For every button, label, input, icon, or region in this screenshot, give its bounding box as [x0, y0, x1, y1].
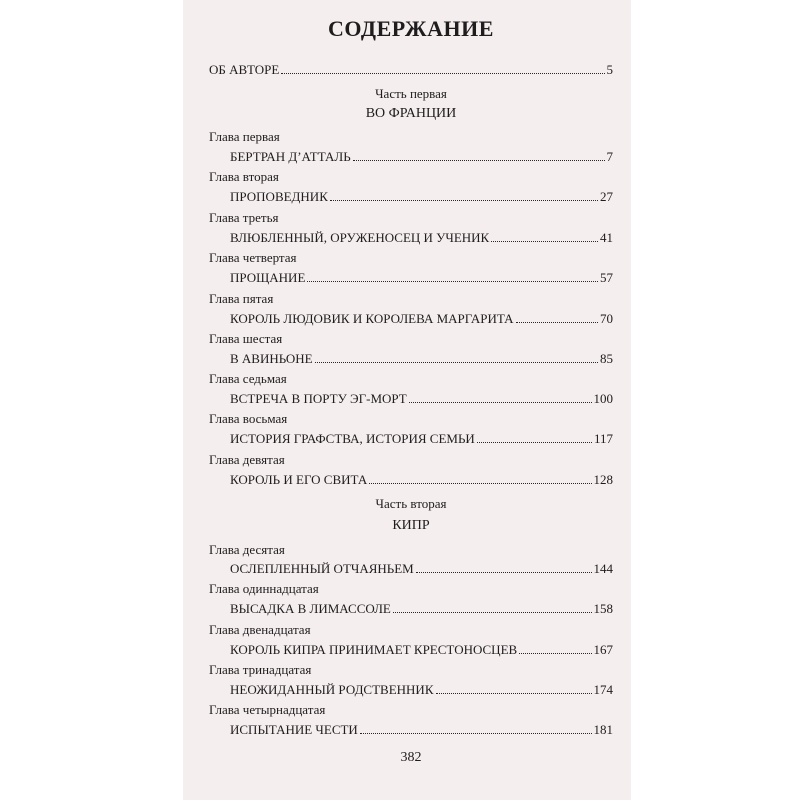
- toc-entry-title: ОСЛЕПЛЕННЫЙ ОТЧАЯНЬЕМ: [230, 561, 414, 576]
- toc-entry-page: 174: [593, 682, 613, 697]
- chapter-label: Глава двенадцатая: [209, 622, 311, 637]
- part-two-title: КИПР: [392, 518, 430, 533]
- toc-entry-page: 41: [600, 230, 613, 245]
- toc-entry-page: 117: [593, 431, 613, 446]
- toc-entry-page: 27: [600, 189, 613, 204]
- dot-leader: [360, 722, 592, 734]
- toc-entry-title: ИСПЫТАНИЕ ЧЕСТИ: [230, 722, 358, 737]
- chapter-label: Глава седьмая: [209, 371, 287, 386]
- part-one-title: ВО ФРАНЦИИ: [365, 106, 457, 121]
- chapter-label: Глава третья: [209, 210, 279, 225]
- toc-entry-title: ВСТРЕЧА В ПОРТУ ЭГ-МОРТ: [230, 391, 407, 406]
- toc-entry-title: ОБ АВТОРЕ: [209, 62, 280, 77]
- toc-entry-title: ИСТОРИЯ ГРАФСТВА, ИСТОРИЯ СЕМЬИ: [230, 431, 475, 446]
- toc-entry: [230, 149, 613, 165]
- toc-entry-page: 144: [593, 561, 613, 576]
- page-title: СОДЕРЖАНИЕ: [328, 16, 494, 41]
- chapter-label: Глава пятая: [209, 291, 274, 306]
- dot-leader: [477, 431, 592, 443]
- dot-leader: [416, 561, 592, 573]
- toc-entry-page: 181: [593, 722, 613, 737]
- toc-entry: [230, 431, 613, 447]
- toc-entry-about-author: [209, 62, 613, 78]
- dot-leader: [315, 351, 598, 363]
- dot-leader: [353, 149, 605, 161]
- toc-entry-title: КОРОЛЬ ЛЮДОВИК И КОРОЛЕВА МАРГАРИТА: [230, 311, 514, 326]
- toc-entry-title: В АВИНЬОНЕ: [230, 351, 313, 366]
- toc-entry-title: КОРОЛЬ И ЕГО СВИТА: [230, 472, 368, 487]
- toc-entry-page: 100: [593, 391, 613, 406]
- toc-entry-title: ВЫСАДКА В ЛИМАССОЛЕ: [230, 601, 391, 616]
- toc-entry: [230, 311, 613, 327]
- toc-entry-page: 70: [600, 311, 613, 326]
- dot-leader: [519, 642, 591, 654]
- toc-entry: [230, 601, 613, 617]
- toc-entry: [230, 642, 613, 658]
- part-two-label: Часть вторая: [375, 496, 447, 511]
- toc-entry-page: 167: [593, 642, 613, 657]
- dot-leader: [393, 601, 592, 613]
- dot-leader: [516, 311, 598, 323]
- part-one-label: Часть первая: [375, 86, 447, 101]
- page-number: 382: [400, 750, 422, 765]
- dot-leader: [491, 230, 598, 242]
- dot-leader: [436, 682, 592, 694]
- dot-leader: [281, 62, 604, 74]
- toc-entry: [230, 230, 613, 246]
- toc-entry-title: ПРОПОВЕДНИК: [230, 189, 328, 204]
- dot-leader: [369, 472, 591, 484]
- toc-entry-title: БЕРТРАН Д’АТТАЛЬ: [230, 149, 351, 164]
- toc-entry: [230, 189, 613, 205]
- chapter-label: Глава первая: [209, 129, 280, 144]
- chapter-label: Глава вторая: [209, 169, 279, 184]
- chapter-label: Глава восьмая: [209, 411, 288, 426]
- toc-entry-title: НЕОЖИДАННЫЙ РОДСТВЕННИК: [230, 682, 434, 697]
- toc-entry: [230, 722, 613, 738]
- toc-entry-page: 57: [600, 270, 613, 285]
- chapter-label: Глава девятая: [209, 452, 285, 467]
- chapter-label: Глава тринадцатая: [209, 662, 312, 677]
- toc-entry: [230, 351, 613, 367]
- toc-entry-page: 128: [593, 472, 613, 487]
- toc-entry-page: 5: [606, 62, 613, 77]
- toc-entry: [230, 391, 613, 407]
- dot-leader: [409, 391, 592, 403]
- toc-entry-page: 7: [606, 149, 613, 164]
- chapter-label: Глава четырнадцатая: [209, 702, 326, 717]
- dot-leader: [330, 189, 598, 201]
- toc-entry: [230, 682, 613, 698]
- toc-entry-page: 85: [600, 351, 613, 366]
- chapter-label: Глава шестая: [209, 331, 283, 346]
- toc-entry-title: КОРОЛЬ КИПРА ПРИНИМАЕТ КРЕСТОНОСЦЕВ: [230, 642, 518, 657]
- chapter-label: Глава одиннадцатая: [209, 581, 319, 596]
- chapter-label: Глава четвертая: [209, 250, 297, 265]
- toc-entry-page: 158: [593, 601, 613, 616]
- toc-entry: [230, 270, 613, 286]
- toc-entry: [230, 561, 613, 577]
- dot-leader: [307, 270, 598, 282]
- toc-entry-title: ВЛЮБЛЕННЫЙ, ОРУЖЕНОСЕЦ И УЧЕНИК: [230, 230, 490, 245]
- toc-entry: [230, 472, 613, 488]
- toc-entry-title: ПРОЩАНИЕ: [230, 270, 306, 285]
- chapter-label: Глава десятая: [209, 542, 285, 557]
